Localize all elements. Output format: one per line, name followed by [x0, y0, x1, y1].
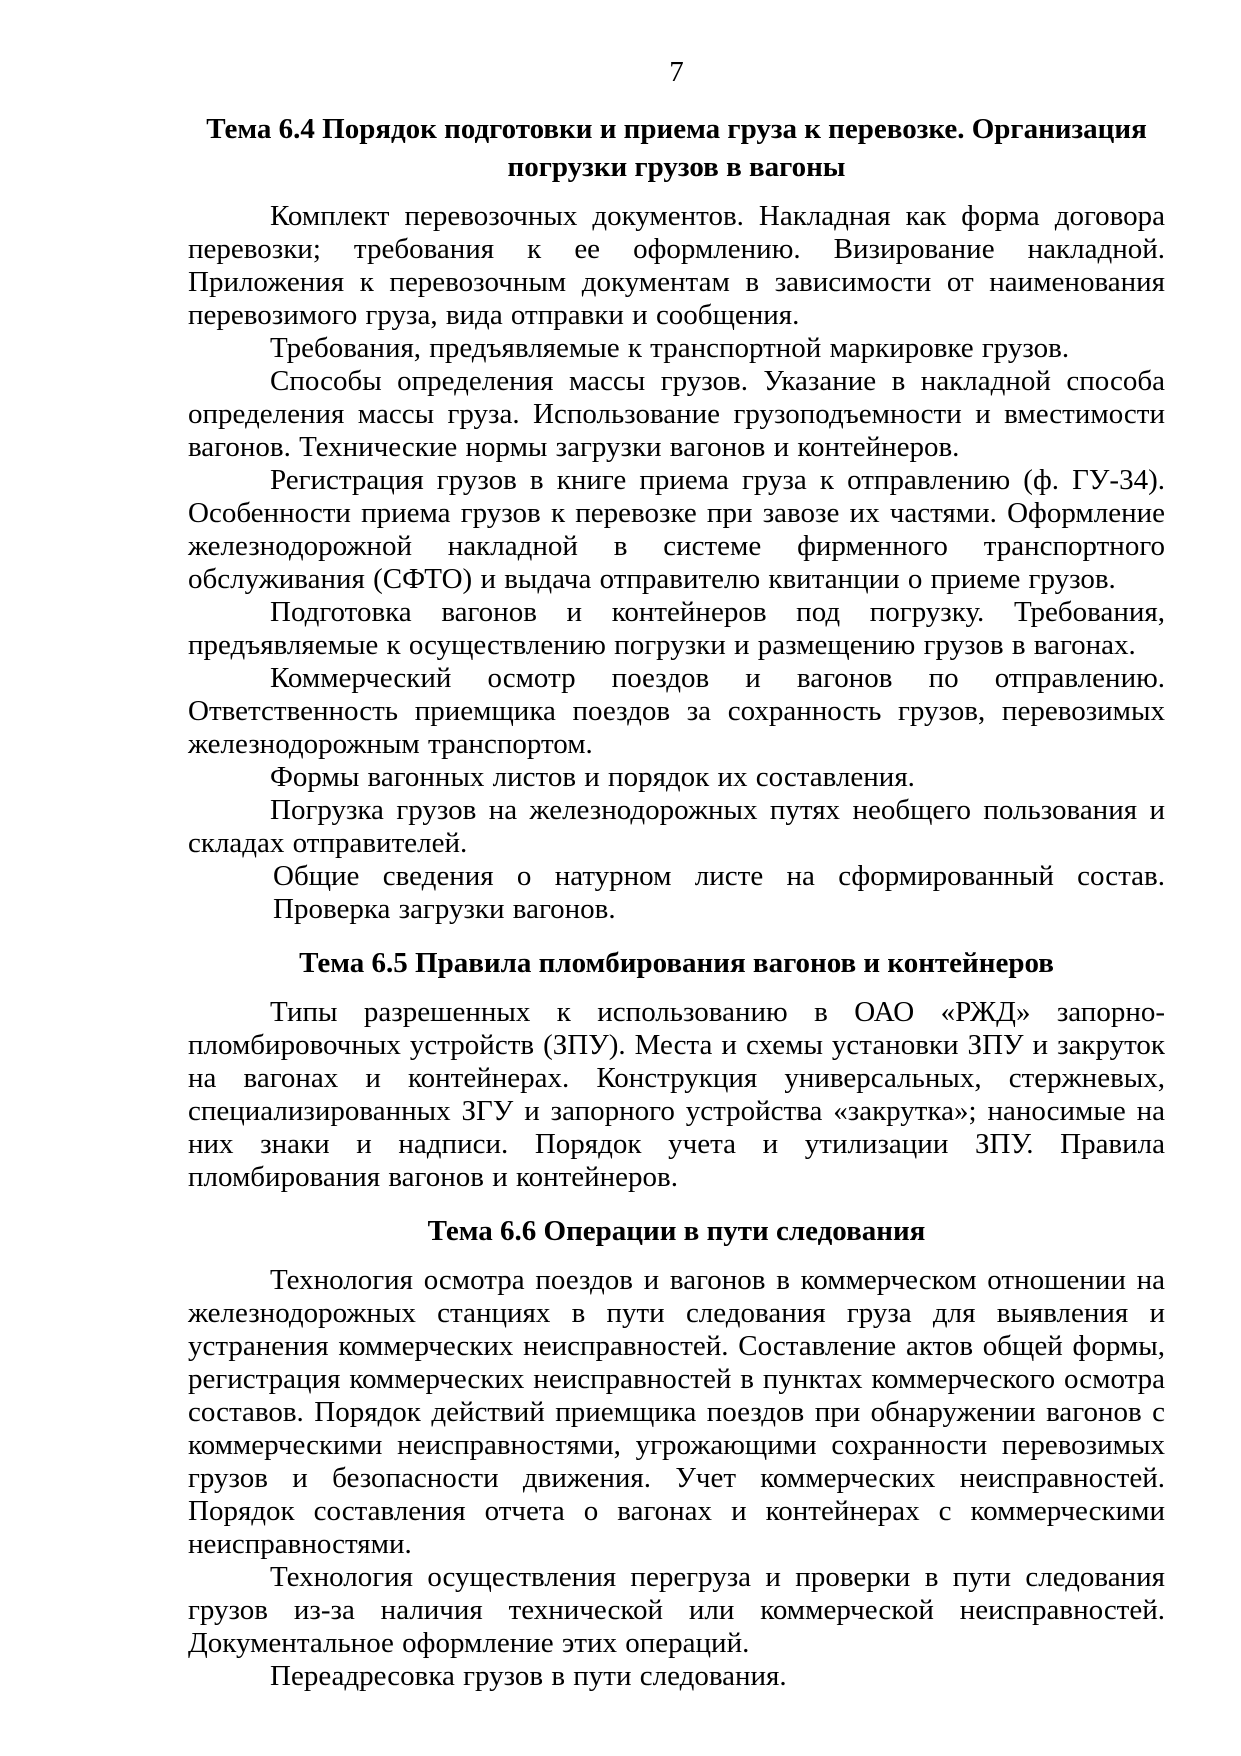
section-tema-6-6	[188, 1212, 1165, 1693]
paragraph: Способы определения массы грузов. Указание в накладной способа определения массы груза. Использование грузоподъемности и вместимости вагонов. Технические нормы загрузки вагонов и контейнеров.	[188, 365, 1165, 463]
paragraph: Технология осмотра поездов и вагонов в коммерческом отношении на железнодорожных станциях в пути следования груза для выявления и устранения коммерческих неисправностей. Составление актов общей формы, регистрация коммерческих неисправностей в пунктах коммерческого осмотра составов. Порядок действий приемщика поездов при обнаружении вагонов с коммерческими неисправностями, угрожающими сохранности перевозимых грузов и безопасности движения. Учет коммерческих неисправностей. Порядок составления отчета о вагонах и контейнерах с коммерческими неисправностями.	[188, 1264, 1165, 1560]
section-heading-tema-6-6: Тема 6.6 Операции в пути следования	[427, 1215, 926, 1247]
paragraph: Общие сведения о натурном листе на сформированный состав. Проверка загрузки вагонов.	[273, 860, 1165, 925]
paragraph: Регистрация грузов в книге приема груза к отправлению (ф. ГУ-34). Особенности приема грузов к перевозке при завозе их частями. Оформление железнодорожной накладной в системе фирменного транспортного обслуживания (СФТО) и выдача отправителю квитанции о приеме грузов.	[188, 464, 1165, 595]
paragraph: Технология осуществления перегруза и проверки в пути следования грузов из-за наличия технической или коммерческой неисправностей. Документальное оформление этих операций.	[188, 1561, 1165, 1659]
page-number: 7	[669, 56, 684, 88]
paragraph: Переадресовка грузов в пути следования.	[270, 1660, 787, 1692]
paragraph: Подготовка вагонов и контейнеров под погрузку. Требования, предъявляемые к осуществлению погрузки и размещению грузов в вагонах.	[188, 596, 1165, 661]
section-heading-tema-6-5: Тема 6.5 Правила пломбирования вагонов и контейнеров	[299, 947, 1054, 979]
paragraph: Комплект перевозочных документов. Накладная как форма договора перевозки; требования к ее оформлению. Визирование накладной. Приложения к перевозочным документам в зависимости от наименования перевозимого груза, вида отправки и сообщения.	[188, 200, 1165, 331]
paragraph: Типы разрешенных к использованию в ОАО «РЖД» запорно-пломбировочных устройств (ЗПУ). Места и схемы установки ЗПУ и закруток на вагонах и контейнерах. Конструкция универсальных, стержневых, специализированных ЗГУ и запорного устройства «закрутка»; наносимые на них знаки и надписи. Порядок учета и утилизации ЗПУ. Правила пломбирования вагонов и контейнеров.	[188, 996, 1165, 1193]
paragraph: Коммерческий осмотр поездов и вагонов по отправлению. Ответственность приемщика поездов за сохранность грузов, перевозимых железнодорожным транспортом.	[188, 662, 1165, 760]
paragraph: Формы вагонных листов и порядок их составления.	[270, 761, 915, 793]
section-tema-6-4	[188, 110, 1165, 926]
paragraph: Погрузка грузов на железнодорожных путях необщего пользования и складах отправителей.	[188, 794, 1165, 859]
paragraph: Требования, предъявляемые к транспортной маркировке грузов.	[270, 332, 1070, 364]
section-heading-tema-6-4: Тема 6.4 Порядок подготовки и приема груза к перевозке. Организация погрузки грузов в вагоны	[206, 113, 1147, 183]
section-tema-6-5	[188, 944, 1165, 1194]
